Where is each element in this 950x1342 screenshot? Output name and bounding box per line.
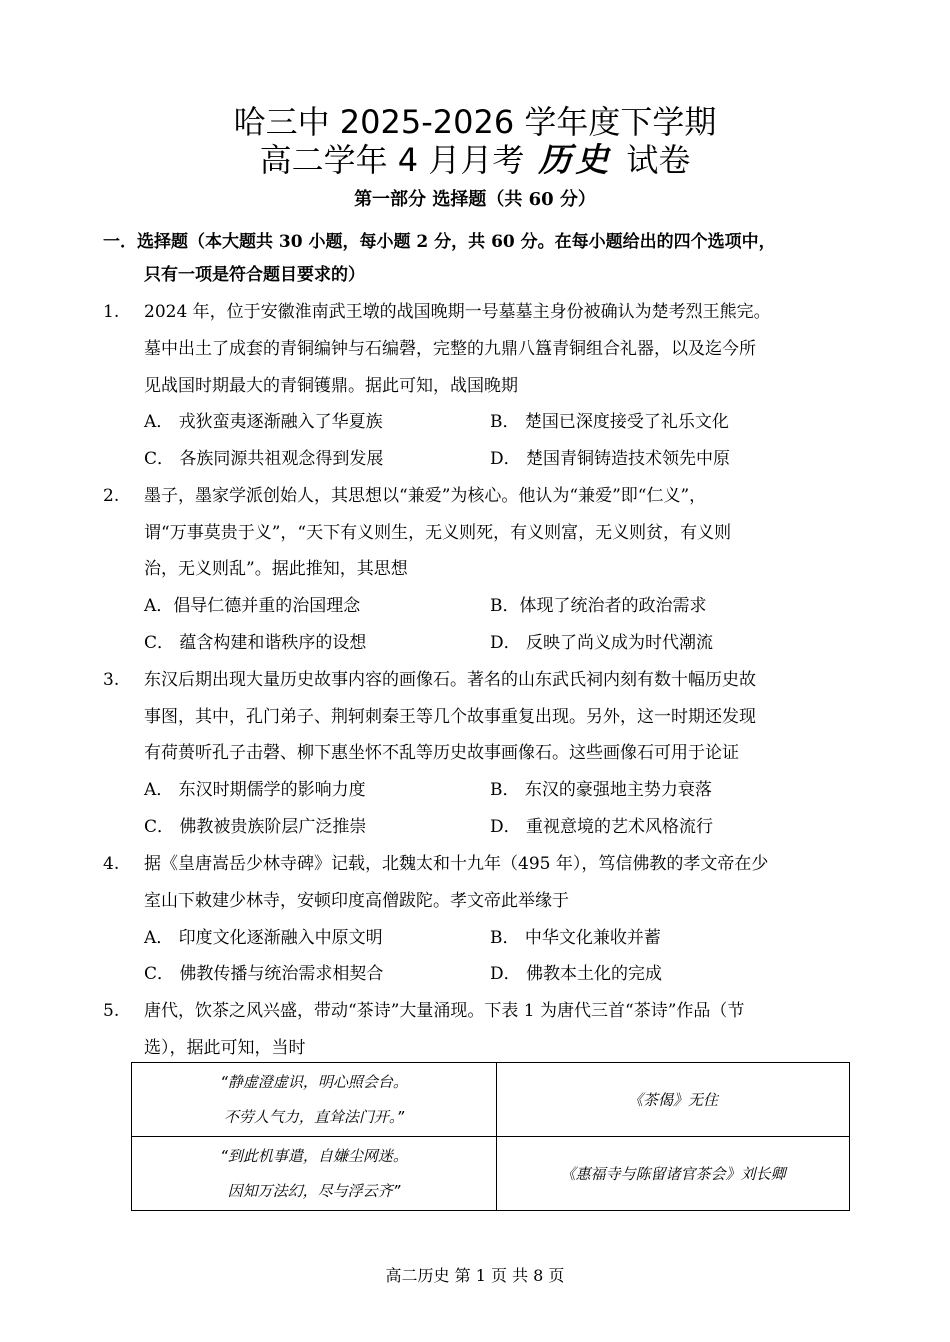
option-d: D． 楚国青铜铸造技术领先中原	[490, 449, 731, 469]
question-number: 2.	[103, 486, 120, 506]
poem-source-cell: 《茶偈》无住	[497, 1063, 850, 1137]
option-c: C． 蕴含构建和谐秩序的设想	[144, 633, 367, 653]
option-c: C． 佛教被贵族阶层广泛推崇	[144, 817, 367, 837]
section-instruction-line2: 只有一项是符合题目要求的）	[144, 265, 365, 285]
question-text-line: 选），据此可知，当时	[144, 1038, 306, 1058]
question-number: 5.	[103, 1001, 120, 1021]
question-text-line: 墨子，墨家学派创始人，其思想以“兼爱”为核心。他认为“兼爱”即“仁义”，	[144, 486, 707, 506]
question-text-line: 唐代，饮茶之风兴盛，带动“茶诗”大量涌现。下表 1 为唐代三首“茶诗”作品（节	[144, 1001, 745, 1021]
question-text-line: 墓中出土了成套的青铜编钟与石编磬，完整的九鼎八簋青铜组合礼器，以及迄今所	[144, 339, 756, 359]
question-number: 3.	[103, 670, 120, 690]
option-b: B． 中华文化兼收并蓄	[490, 928, 661, 948]
poem-source-cell: 《惠福寺与陈留诸官茶会》刘长卿	[497, 1137, 850, 1211]
option-c: C． 各族同源共祖观念得到发展	[144, 449, 384, 469]
exam-title-line1: 哈三中 2025-2026 学年度下学期	[233, 103, 717, 141]
question-text-line: 据《皇唐嵩岳少林寺碑》记载，北魏太和十九年（495 年），笃信佛教的孝文帝在少	[144, 854, 769, 874]
option-a: A．倡导仁德并重的治国理念	[144, 596, 361, 616]
poem-table	[131, 1062, 850, 1211]
question-text-line: 治，无义则乱”。据此推知，其思想	[144, 559, 408, 579]
page-footer: 高二历史 第 1 页 共 8 页	[385, 1266, 565, 1285]
question-text-line: 见战国时期最大的青铜镬鼎。据此可知，战国晚期	[144, 376, 518, 396]
exam-title-grade: 高二学年 4 月月考	[259, 141, 525, 179]
table-row	[132, 1063, 850, 1137]
option-c: C． 佛教传播与统治需求相契合	[144, 964, 384, 984]
option-d: D． 佛教本土化的完成	[490, 964, 663, 984]
option-a: A． 东汉时期儒学的影响力度	[144, 780, 366, 800]
option-a: A． 印度文化逐渐融入中原文明	[144, 928, 383, 948]
poem-cell	[132, 1137, 497, 1211]
question-text-line: 事图，其中，孔门弟子、荆轲刺秦王等几个故事重复出现。另外，这一时期还发现	[144, 707, 756, 727]
option-d: D． 重视意境的艺术风格流行	[490, 817, 714, 837]
option-b: B． 楚国已深度接受了礼乐文化	[490, 412, 729, 432]
poem-line: “静虚澄虚识，明心照会台。	[220, 1072, 408, 1091]
section-title: 第一部分 选择题（共 60 分）	[354, 189, 596, 210]
option-b: B．体现了统治者的政治需求	[490, 596, 707, 616]
question-text-line: 室山下敕建少林寺，安顿印度高僧跋陀。孝文帝此举缘于	[144, 891, 569, 911]
question-number: 1.	[103, 302, 120, 322]
question-text-line: 有荷蒉听孔子击磬、柳下惠坐怀不乱等历史故事画像石。这些画像石可用于论证	[144, 743, 739, 763]
option-a: A． 戎狄蛮夷逐渐融入了华夏族	[144, 412, 383, 432]
table-row	[132, 1137, 850, 1211]
option-b: B． 东汉的豪强地主势力衰落	[490, 780, 712, 800]
poem-cell	[132, 1063, 497, 1137]
question-text-line: 谓“万事莫贵于义”，“天下有义则生，无义则死，有义则富，无义则贫，有义则	[144, 523, 732, 543]
poem-line: 不劳人气力，直耸法门开。”	[223, 1107, 405, 1126]
exam-title-line2	[0, 140, 950, 180]
section-instruction-line1: 一．选择题（本大题共 30 小题，每小题 2 分，共 60 分。在每小题给出的四个选项中，	[103, 232, 776, 252]
question-text-line: 东汉后期出现大量历史故事内容的画像石。著名的山东武氏祠内刻有数十幅历史故	[144, 670, 756, 690]
poem-line: “到此机事遣，自嫌尘网迷。	[220, 1146, 408, 1165]
poem-line: 因知万法幻，尽与浮云齐”	[227, 1181, 401, 1200]
exam-title-suffix: 试卷	[626, 141, 691, 179]
exam-subject: 历史	[538, 140, 613, 179]
question-text-line: 2024 年，位于安徽淮南武王墩的战国晚期一号墓墓主身份被确认为楚考烈王熊完。	[144, 302, 771, 322]
question-number: 4.	[103, 854, 120, 874]
option-d: D． 反映了尚义成为时代潮流	[490, 633, 714, 653]
